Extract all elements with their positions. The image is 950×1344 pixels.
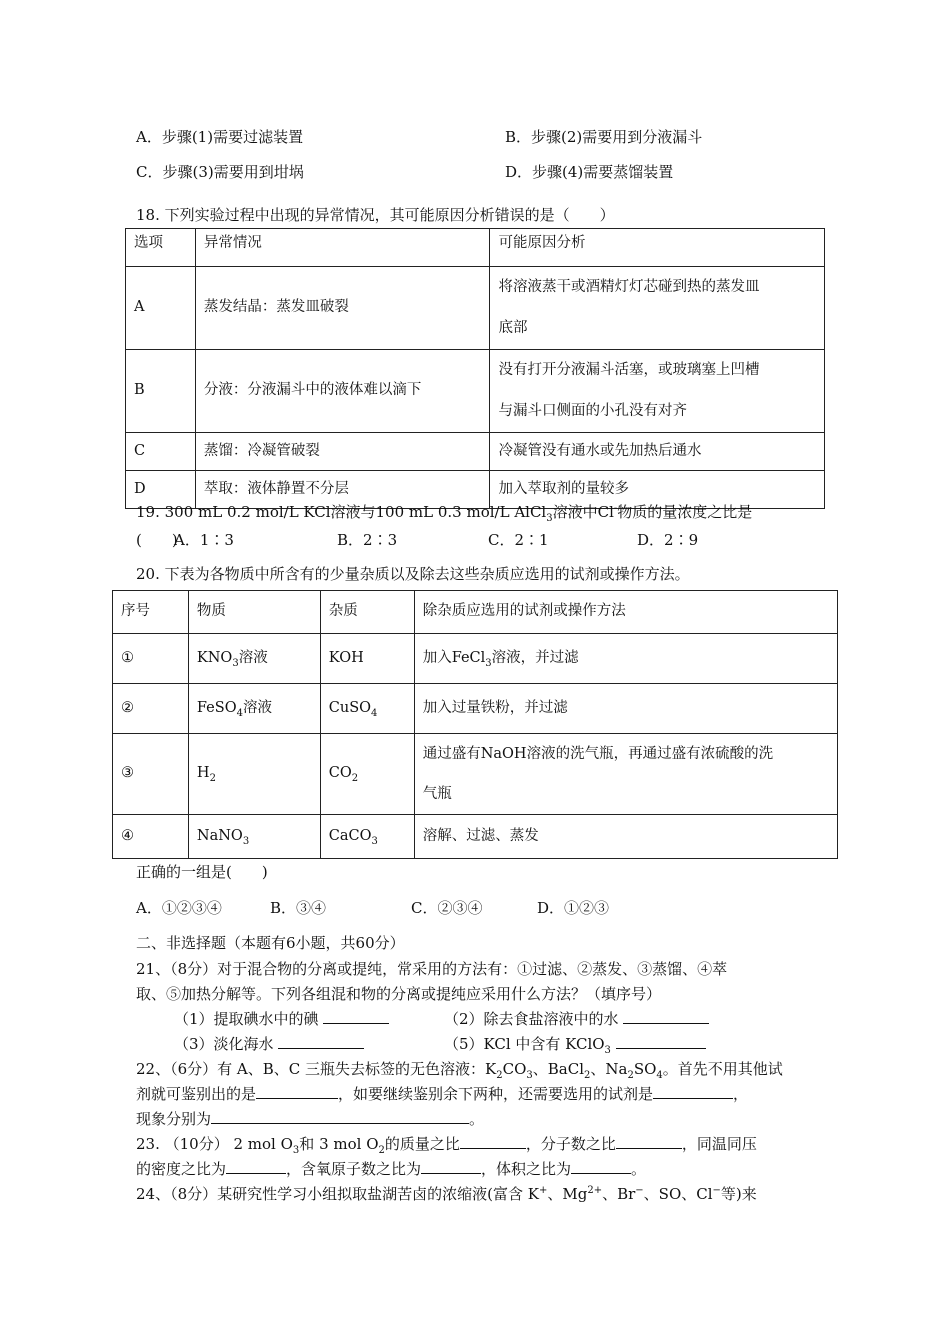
q20-option-a: A．①②③④ — [136, 899, 222, 917]
table-cell: CuSO$_4$ — [320, 684, 414, 734]
table-header-row — [113, 591, 838, 634]
table-row — [126, 350, 825, 433]
table-header-row — [126, 229, 825, 267]
table-header: 选项 — [126, 229, 196, 267]
section-heading: 二、非选择题（本题有6小题，共60分） — [136, 934, 405, 952]
q21-line-2: 取、⑤加热分解等。下列各组混和物的分离或提纯应采用什么方法？（填序号） — [136, 985, 662, 1003]
table-row — [113, 815, 838, 859]
q17-option-d: D．步骤(4)需要蒸馏装置 — [505, 163, 674, 181]
table-cell: ② — [113, 684, 189, 734]
q21-item-5: （5）KCl 中含有 KClO$_3$ — [444, 1033, 706, 1056]
table-cell: $CO_2$ — [320, 734, 414, 815]
table-header: 除杂质应选用的试剂或操作方法 — [414, 591, 837, 634]
answer-blank[interactable] — [278, 1034, 364, 1049]
table-cell: ④ — [113, 815, 189, 859]
q18-table — [125, 228, 825, 509]
answer-blank[interactable] — [323, 1009, 389, 1024]
answer-blank[interactable] — [421, 1159, 481, 1174]
q19-option-d: D．2∶9 — [637, 531, 699, 549]
table-cell: B — [126, 350, 196, 433]
q17-option-a: A．步骤(1)需要过滤装置 — [136, 128, 304, 146]
table-cell: 溶解、过滤、蒸发 — [414, 815, 837, 859]
table-cell: $H_2$ — [188, 734, 320, 815]
answer-blank[interactable] — [256, 1084, 338, 1099]
table-header: 异常情况 — [195, 229, 490, 267]
q23-line-1: 23. （10分） 2 mol $O_3$和 3 mol $O_2$的质量之比 ，分子数之比 ，同温同压 — [136, 1135, 757, 1156]
q19-option-c: C．2∶1 — [488, 531, 549, 549]
table-header: 物质 — [188, 591, 320, 634]
table-row — [113, 684, 838, 734]
q18-stem: 18. 下列实验过程中出现的异常情况，其可能原因分析错误的是（ ） — [136, 206, 615, 224]
table-header: 可能原因分析 — [490, 229, 825, 267]
table-cell: 没有打开分液漏斗活塞，或玻璃塞上凹槽 与漏斗口侧面的小孔没有对齐 — [490, 350, 825, 433]
table-cell: $KNO_3$溶液 — [188, 634, 320, 684]
answer-blank[interactable] — [616, 1034, 706, 1049]
table-cell: 加入FeCl$_3$溶液，并过滤 — [414, 634, 837, 684]
answer-blank[interactable] — [211, 1109, 469, 1124]
q20-option-c: C．②③④ — [411, 899, 483, 917]
q21-item-3: （3）淡化海水 — [174, 1033, 364, 1056]
q21-line-1: 21、（8分）对于混合物的分离或提纯，常采用的方法有：①过滤、②蒸发、③蒸馏、④萃 — [136, 960, 728, 978]
table-row — [113, 634, 838, 684]
q22-line-2: 剂就可鉴别出的是 ，如要继续鉴别余下两种，还需要选用的试剂是 ， — [136, 1085, 749, 1103]
table-row — [126, 433, 825, 471]
q19-option-a: A．1∶3 — [174, 531, 234, 549]
q17-option-c: C．步骤(3)需要用到坩埚 — [136, 163, 304, 181]
table-row — [126, 267, 825, 350]
table-cell: 加入萃取剂的量较多 — [490, 471, 825, 509]
answer-blank[interactable] — [460, 1134, 526, 1149]
table-cell: 分液：分液漏斗中的液体难以滴下 — [195, 350, 490, 433]
answer-blank[interactable] — [653, 1084, 733, 1099]
table-cell: 蒸馏：冷凝管破裂 — [195, 433, 490, 471]
q19-option-b: B．2∶3 — [337, 531, 398, 549]
q19-stem: 19. 300 mL 0.2 mol/L KCl溶液与100 mL 0.3 mol/L AlCl$_3$溶液中Cl-物质的量浓度之比是 — [136, 503, 753, 524]
table-cell: NaNO$_3$ — [188, 815, 320, 859]
answer-blank[interactable] — [571, 1159, 631, 1174]
table-cell: FeSO$_4$溶液 — [188, 684, 320, 734]
q20-table — [112, 590, 838, 859]
q17-option-b: B．步骤(2)需要用到分液漏斗 — [505, 128, 703, 146]
table-row — [113, 734, 838, 815]
answer-blank[interactable] — [623, 1009, 709, 1024]
table-cell: ① — [113, 634, 189, 684]
q20-option-d: D．①②③ — [537, 899, 610, 917]
table-cell: 冷凝管没有通水或先加热后通水 — [490, 433, 825, 471]
table-cell: ③ — [113, 734, 189, 815]
q20-stem: 20. 下表为各物质中所含有的少量杂质以及除去这些杂质应选用的试剂或操作方法。 — [136, 565, 690, 583]
q24-line-1: 24、（8分）某研究性学习小组拟取盐湖苦卤的浓缩液(富含 K+、$Mg^{2+}$、Br−、SO、Cl−等)来 — [136, 1185, 757, 1203]
answer-blank[interactable] — [616, 1134, 682, 1149]
answer-blank[interactable] — [226, 1159, 286, 1174]
table-header: 序号 — [113, 591, 189, 634]
table-cell: CaCO$_3$ — [320, 815, 414, 859]
table-cell: KOH — [320, 634, 414, 684]
q21-item-1: （1）提取碘水中的碘 — [174, 1008, 389, 1031]
q20-option-b: B．③④ — [270, 899, 327, 917]
table-header: 杂质 — [320, 591, 414, 634]
q23-line-2: 的密度之比为 ，含氧原子数之比为 ，体积之比为 。 — [136, 1160, 647, 1178]
table-cell: C — [126, 433, 196, 471]
table-cell: 通过盛有NaOH溶液的洗气瓶，再通过盛有浓硫酸的洗 气瓶 — [414, 734, 837, 815]
table-cell: 将溶液蒸干或酒精灯灯芯碰到热的蒸发皿 底部 — [490, 267, 825, 350]
q19-paren: ( ) — [136, 531, 178, 549]
table-cell: 蒸发结晶：蒸发皿破裂 — [195, 267, 490, 350]
q22-line-3: 现象分别为 。 — [136, 1110, 485, 1128]
q21-item-2: （2）除去食盐溶液中的水 — [444, 1008, 709, 1031]
table-cell: 加入过量铁粉，并过滤 — [414, 684, 837, 734]
q20-correct-prompt: 正确的一组是( ) — [136, 863, 268, 881]
table-cell: A — [126, 267, 196, 350]
table-cell: D — [126, 471, 196, 509]
table-cell: 萃取：液体静置不分层 — [195, 471, 490, 509]
q22-line-1: 22、（6分）有 A、B、C 三瓶失去标签的无色溶液：$K_2CO_3$、BaCl$_2$、$Na_2SO_4$。首先不用其他试 — [136, 1060, 783, 1081]
